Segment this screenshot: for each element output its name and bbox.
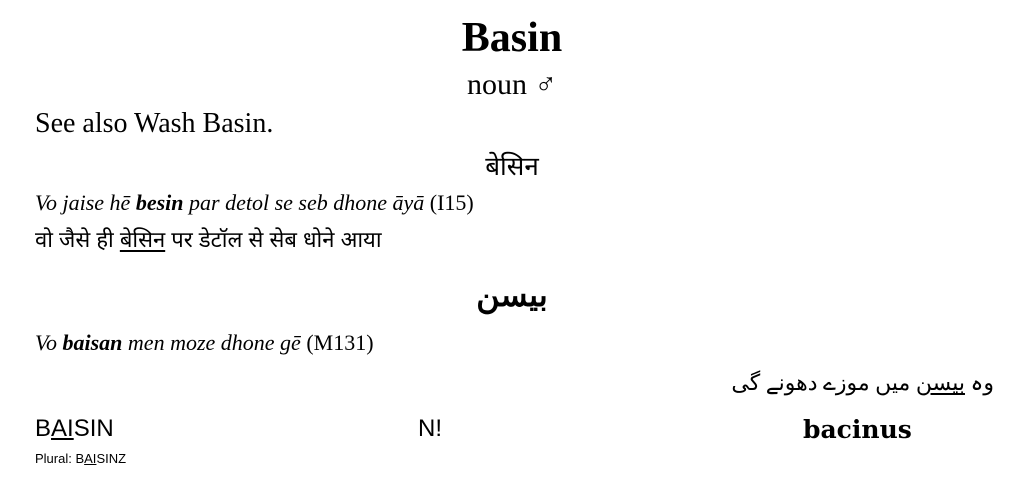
hindi-headword: बेसिन — [485, 151, 539, 181]
sentence-pre: وہ — [964, 370, 994, 395]
urdu-example-transliteration — [35, 330, 374, 356]
etymology: bacinus — [803, 415, 912, 444]
urdu-example-sentence — [731, 370, 994, 396]
translit-keyword: baisan — [62, 330, 123, 355]
plural-letter: B — [75, 451, 85, 466]
hindi-example-sentence — [35, 224, 382, 254]
gloss-marker: N! — [418, 415, 442, 442]
translit-pre: Vo jaise hē — [35, 190, 136, 215]
part-of-speech: noun ♂ — [467, 68, 557, 101]
sentence-pre: वो जैसे ही — [35, 227, 120, 252]
gloss-stressed: AI — [51, 415, 74, 442]
plural-form — [35, 451, 126, 466]
translit-post: men moze dhone gē — [122, 330, 301, 355]
source-reference: (I15) — [424, 190, 474, 215]
urdu-headword: بیسن — [476, 277, 548, 313]
translit-pre: Vo — [35, 330, 63, 355]
source-reference: (M131) — [300, 330, 374, 355]
plural-rest: SINZ — [96, 451, 127, 466]
gloss-word — [35, 415, 114, 443]
headword: Basin — [461, 15, 563, 61]
sentence-post: میں موزے دھونے گی — [731, 370, 916, 395]
sentence-keyword: बेसिन — [119, 227, 166, 252]
sentence-post: पर डेटॉल से सेब धोने आया — [165, 227, 382, 252]
plural-label: Plural: — [35, 451, 76, 466]
gloss-rest: SIN — [73, 415, 114, 442]
hindi-example-transliteration — [35, 190, 474, 216]
translit-post: par detol se seb dhone āyā — [183, 190, 425, 215]
plural-stressed: AI — [84, 451, 97, 466]
see-also-note: See also Wash Basin. — [35, 108, 274, 139]
translit-keyword: besin — [135, 190, 184, 215]
gloss-letter: B — [35, 415, 52, 442]
sentence-keyword: بیسن — [915, 370, 965, 395]
